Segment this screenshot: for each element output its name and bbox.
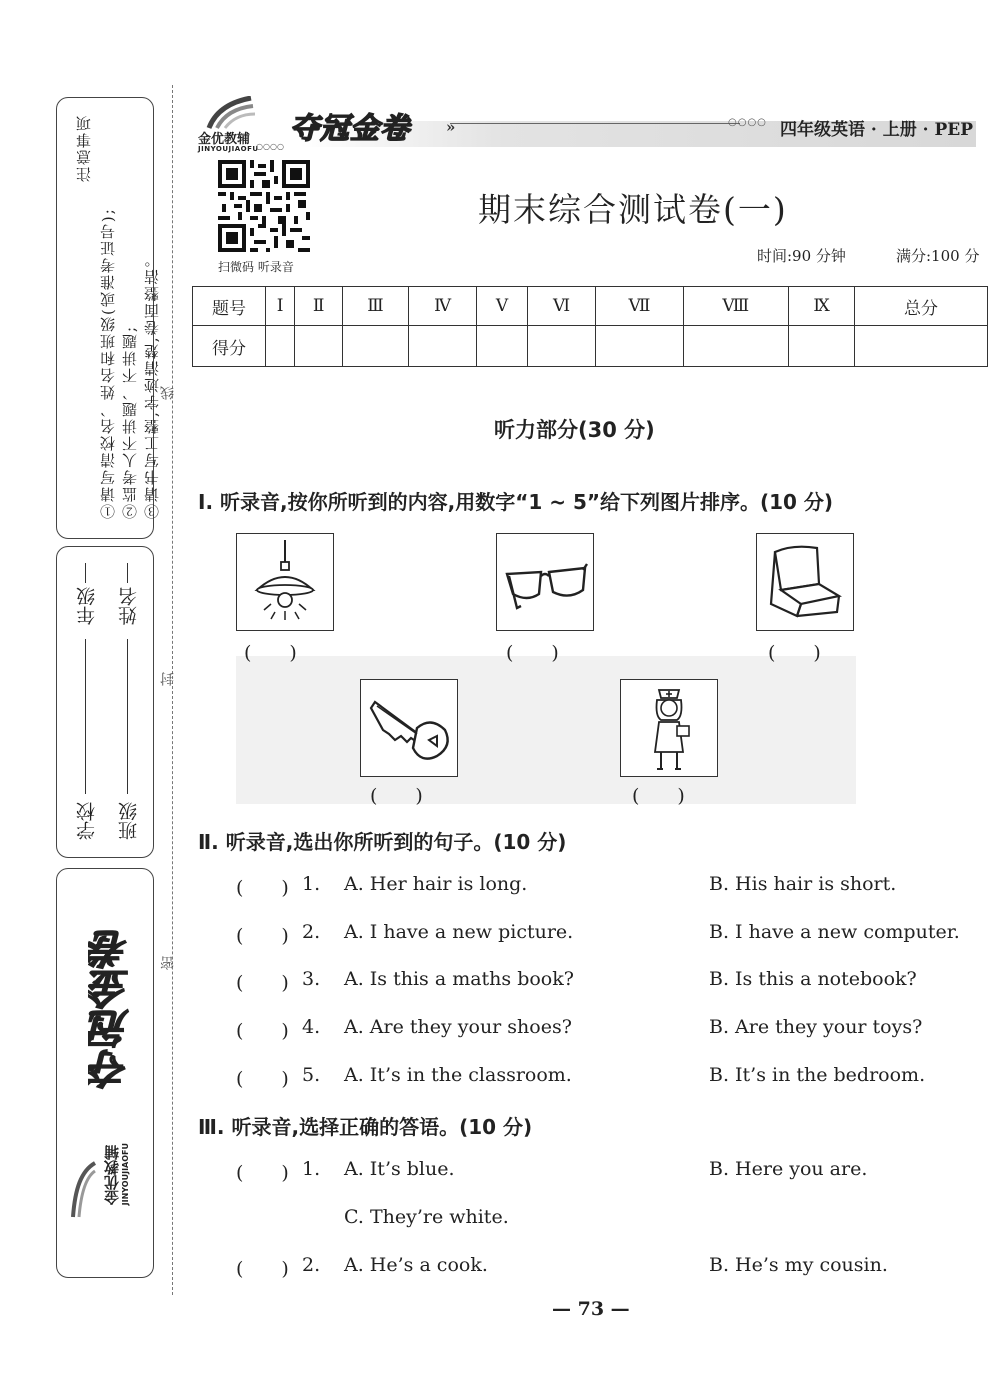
grade-label: 年级 <box>76 587 98 625</box>
picture-glasses-answer[interactable]: ( ) <box>506 642 559 664</box>
section-2-item-5-paren[interactable]: ( ) <box>236 1068 289 1090</box>
score-row-label: 得分 <box>193 326 266 367</box>
score-cell[interactable] <box>477 326 527 367</box>
name-label: 姓名 <box>118 587 140 625</box>
section-2-item-1-option-b[interactable]: B. His hair is short. <box>709 873 897 895</box>
section-2-item-4-num: 4. <box>302 1016 321 1038</box>
class-label: 班级 <box>118 802 140 840</box>
header-dots: ○○○○ <box>728 117 767 128</box>
cut-mark-secret: 密 <box>160 956 176 970</box>
section-2-item-4-option-a[interactable]: A. Are they your shoes? <box>344 1016 572 1038</box>
publisher-vertical: 金优教辅 <box>103 1145 121 1205</box>
picture-key-answer[interactable]: ( ) <box>370 785 423 807</box>
score-table-header-cell: Ⅴ <box>477 287 527 326</box>
section-3-item-2-option-b[interactable]: B. He’s my cousin. <box>709 1254 888 1276</box>
section-2-item-2-num: 2. <box>302 921 321 943</box>
score-cell[interactable] <box>295 326 343 367</box>
armchair-icon <box>757 534 853 630</box>
brand-vertical: 夺冠金卷 <box>89 929 135 1089</box>
section-2-item-3-option-a[interactable]: A. Is this a maths book? <box>344 968 574 990</box>
name-field[interactable] <box>127 563 128 583</box>
section-2-item-2-paren[interactable]: ( ) <box>236 925 289 947</box>
notice-box <box>56 97 161 539</box>
section-3-item-1-option-a[interactable]: A. It’s blue. <box>344 1158 455 1180</box>
page-number: — 73 — <box>552 1298 630 1320</box>
header-rule <box>450 123 740 124</box>
score-table-header-cell: Ⅸ <box>789 287 855 326</box>
section-2-item-1-num: 1. <box>302 873 321 895</box>
section-3-item-2-paren[interactable]: ( ) <box>236 1258 289 1280</box>
section-3-item-2-option-a[interactable]: A. He’s a cook. <box>344 1254 488 1276</box>
picture-armchair-answer[interactable]: ( ) <box>768 642 821 664</box>
score-table-header-cell: Ⅱ <box>295 287 343 326</box>
score-table-header-cell: 总分 <box>855 287 988 326</box>
header-small-dots: ○○○○ <box>256 142 284 151</box>
section-2-item-1-paren[interactable]: ( ) <box>236 877 289 899</box>
notice-title: 注意事项 <box>75 114 93 182</box>
notice-item-3: ③请书写工整,字迹清楚,卷面整洁。 <box>143 250 161 519</box>
score-cell[interactable] <box>527 326 596 367</box>
score-cell[interactable] <box>409 326 477 367</box>
section-2-item-4-option-b[interactable]: B. Are they your toys? <box>709 1016 923 1038</box>
score-table-header-cell: 题号 <box>193 287 266 326</box>
section-2-item-5-option-a[interactable]: A. It’s in the classroom. <box>344 1064 572 1086</box>
section-2-item-3-paren[interactable]: ( ) <box>236 972 289 994</box>
section-2-item-4-paren[interactable]: ( ) <box>236 1020 289 1042</box>
section-3-item-2-num: 2. <box>302 1254 321 1276</box>
section-2-item-3-num: 3. <box>302 968 321 990</box>
qr-caption: 扫微码 听录音 <box>218 260 294 274</box>
picture-glasses <box>496 533 594 631</box>
notice-item-2: ②监考人不讲题、不讲题; <box>121 324 139 519</box>
glasses-icon <box>497 534 593 630</box>
picture-lamp <box>236 533 334 631</box>
score-table-header-cell: Ⅵ <box>527 287 596 326</box>
exam-full-score: 满分:100 分 <box>896 247 980 265</box>
key-icon <box>361 680 457 776</box>
section-2-item-2-option-a[interactable]: A. I have a new picture. <box>344 921 574 943</box>
exam-time: 时间:90 分钟 <box>757 247 846 265</box>
score-table <box>192 286 988 367</box>
section-2-item-3-option-b[interactable]: B. Is this a notebook? <box>709 968 917 990</box>
score-table-header-cell: Ⅷ <box>683 287 788 326</box>
score-table-header-row <box>193 287 988 326</box>
score-table-score-row <box>193 326 988 367</box>
notice-item-1: ①请写清校名、姓名和班级(或准考证号); <box>99 207 117 519</box>
score-cell[interactable] <box>789 326 855 367</box>
score-cell[interactable] <box>266 326 295 367</box>
header-brand-suffix: » <box>446 118 456 136</box>
score-table-header-cell: Ⅲ <box>342 287 408 326</box>
header-grade-info: 四年级英语 · 上册 · PEP <box>780 120 974 140</box>
section-3-item-1-option-b[interactable]: B. Here you are. <box>709 1158 868 1180</box>
school-field[interactable] <box>85 639 86 794</box>
publisher-logo-icon <box>71 1159 97 1219</box>
header-brand: 夺冠金卷 <box>290 111 411 145</box>
exam-title: 期末综合测试卷(一) <box>478 190 788 229</box>
header-publisher: 金优教辅 <box>198 132 251 147</box>
picture-nurse <box>620 679 718 777</box>
score-cell[interactable] <box>683 326 788 367</box>
qr-code-icon[interactable] <box>218 160 310 252</box>
cut-line <box>172 85 173 1295</box>
publisher-vertical-en: JINYOUJIAOFU <box>121 1143 130 1206</box>
section-2-item-1-option-a[interactable]: A. Her hair is long. <box>344 873 528 895</box>
header-publisher-en: JINYOUJIAOFU <box>198 145 259 153</box>
publisher-logo-icon <box>205 96 257 130</box>
picture-lamp-answer[interactable]: ( ) <box>244 642 297 664</box>
listening-title: 听力部分(30 分) <box>494 418 655 442</box>
picture-nurse-answer[interactable]: ( ) <box>632 785 685 807</box>
picture-background <box>236 656 856 804</box>
student-info-box <box>56 546 154 858</box>
score-table-header-cell: Ⅳ <box>409 287 477 326</box>
lamp-icon <box>237 534 333 630</box>
score-table-header-cell: Ⅶ <box>596 287 683 326</box>
section-3-title: Ⅲ. 听录音,选择正确的答语。(10 分) <box>198 1115 533 1139</box>
section-2-item-2-option-b[interactable]: B. I have a new computer. <box>709 921 960 943</box>
picture-armchair <box>756 533 854 631</box>
cut-mark-seal: 封 <box>160 672 176 686</box>
section-1-title: Ⅰ. 听录音,按你所听到的内容,用数字“1 ~ 5”给下列图片排序。(10 分) <box>198 490 834 514</box>
school-label: 学校 <box>76 802 98 840</box>
section-2-title: Ⅱ. 听录音,选出你所听到的句子。(10 分) <box>198 830 567 854</box>
brand-box <box>56 868 154 1278</box>
picture-key <box>360 679 458 777</box>
score-table-header-cell: Ⅰ <box>266 287 295 326</box>
nurse-icon <box>621 680 717 776</box>
score-cell[interactable] <box>855 326 988 367</box>
section-3-item-1-num: 1. <box>302 1158 321 1180</box>
cut-mark-line: 线 <box>160 386 176 400</box>
section-2-item-5-option-b[interactable]: B. It’s in the bedroom. <box>709 1064 926 1086</box>
score-cell[interactable] <box>342 326 408 367</box>
class-field[interactable] <box>127 639 128 794</box>
section-2-item-5-num: 5. <box>302 1064 321 1086</box>
grade-field[interactable] <box>85 563 86 583</box>
score-cell[interactable] <box>596 326 683 367</box>
section-3-item-1-option-c[interactable]: C. They’re white. <box>344 1206 509 1228</box>
section-3-item-1-paren[interactable]: ( ) <box>236 1162 289 1184</box>
